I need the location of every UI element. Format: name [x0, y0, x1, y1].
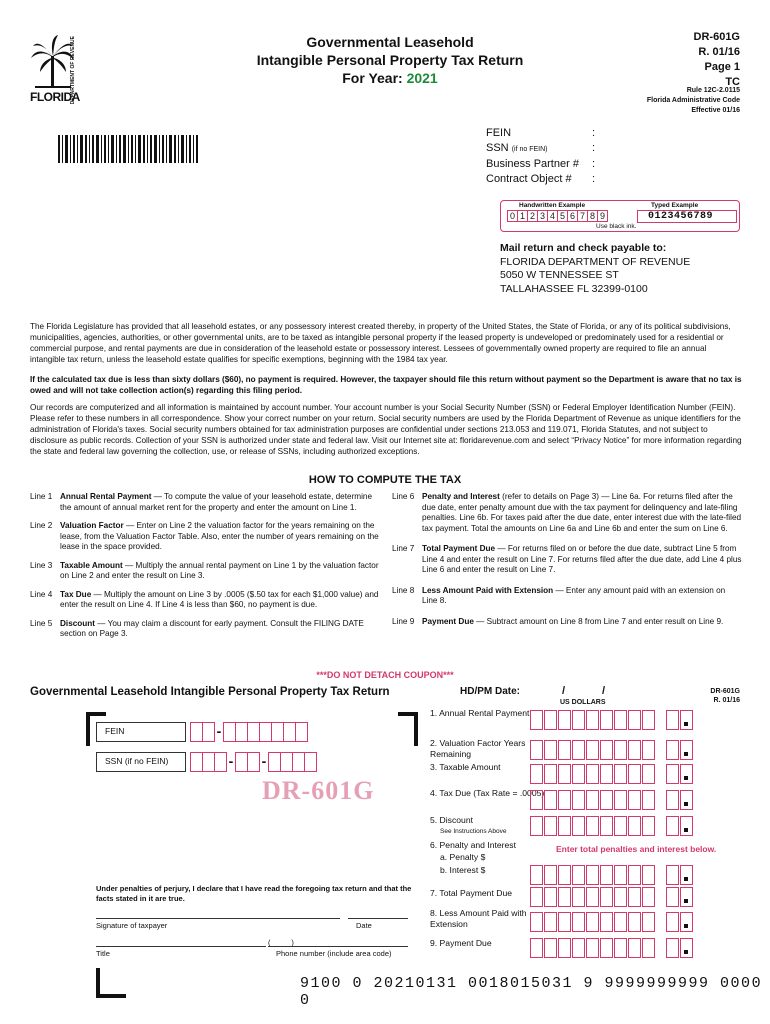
amount-digit-box[interactable]: [544, 764, 557, 784]
title-line[interactable]: Title: [96, 946, 266, 958]
amount-digit-box[interactable]: [558, 740, 571, 760]
registration-mark-bottom-left: [96, 968, 126, 998]
amount-digit-box[interactable]: [614, 912, 627, 932]
intro-paragraph-3: Our records are computerized and all information is maintained by account number. Your account number is your Social Security Number (SSN) or Federal Employer Identification Number (FEIN). Please refer to these numbers in all correspondence. Show your correct number on your return. Social security numbers are used by the Florida Department of Revenue as unique identifiers for the administration of Florida's taxes. Social security numbers obtained for tax administration purposes are confidential under sections 213.053 and 119.071, Florida Statutes, and not subject to disclosure as public records. Collection of your SSN is authorized under state and federal law. Visit our Internet site at: floridarevenue.com and select “Privacy Notice” for more information regarding the state and federal law governing the collection, use, or release of SSNs, including authorized exceptions.: [30, 403, 742, 456]
amount-digit-box[interactable]: [586, 740, 599, 760]
howto-line-8: Line 8 Less Amount Paid with Extension — Enter any amount paid with an extension on Line 8.: [392, 585, 726, 605]
hdpm-date: HD/PM Date:: [460, 686, 521, 697]
howto-line-1: Line 1 Annual Rental Payment — To compute the value of your leasehold estate, determine the amount of annual market rent for the property and enter the amount on Line 1.: [30, 492, 373, 512]
decimal-point: [684, 752, 688, 756]
coupon-form-number: DR-601G R. 01/16: [710, 688, 740, 704]
typed-digits: 0123456789: [637, 210, 737, 223]
amount-digit-box[interactable]: [614, 816, 627, 836]
registration-mark-top-right: [398, 712, 418, 746]
fein-field[interactable]: FEIN :: [486, 127, 596, 139]
amount-digit-box[interactable]: [586, 710, 599, 730]
howto-heading: HOW TO COMPUTE THE TAX: [308, 474, 462, 486]
decimal-point: [684, 802, 688, 806]
amount-digit-box[interactable]: [628, 764, 641, 784]
amount-digit-box[interactable]: [614, 938, 627, 958]
business-partner-field[interactable]: Business Partner # :: [486, 158, 596, 170]
form-number-block: DR-601G R. 01/16 Page 1 TC: [693, 31, 740, 88]
amount-digit-box[interactable]: [666, 887, 679, 907]
amount-digit-box[interactable]: [558, 710, 571, 730]
amount-digit-box[interactable]: [544, 710, 557, 730]
phone-area-code: (_____): [268, 938, 294, 947]
us-dollars-label: US DOLLARS: [560, 699, 606, 706]
tax-year: 2021: [406, 70, 438, 86]
amount-digit-box[interactable]: [628, 938, 641, 958]
fein-label-box: FEIN: [96, 722, 186, 742]
ssn-label-box: SSN (if no FEIN): [96, 752, 186, 772]
form-watermark: DR-601G: [262, 776, 375, 805]
amount-digit-box[interactable]: [558, 865, 571, 885]
amount-digit-box[interactable]: [586, 865, 599, 885]
amount-digit-box[interactable]: [530, 912, 543, 932]
amount-digit-box[interactable]: [628, 710, 641, 730]
amount-digit-box[interactable]: [572, 887, 585, 907]
amount-digit-box[interactable]: [680, 938, 693, 958]
amount-digit-box[interactable]: [572, 790, 585, 810]
howto-line-3: Line 3 Taxable Amount — Multiply the annual rental payment on Line 1 by the valuation factor on Line 2 and enter the result on Line 3.: [30, 560, 379, 580]
howto-left-column: [30, 492, 385, 648]
amount-digit-box[interactable]: [558, 790, 571, 810]
amount-digit-box[interactable]: [628, 912, 641, 932]
howto-line-4: Line 4 Tax Due — Multiply the amount on Line 3 by .0005 ($.50 tax for each $1,000 value) and enter the result on Line 4. If Line 4 is less than $60, no payment is due.: [30, 589, 379, 609]
howto-line-2: Line 2 Valuation Factor — Enter on Line 2 the valuation factor for the years remaining on the lease, from the Valuation Factor Table. Also, enter the number of years remaining on the lease in the space provided.: [30, 521, 379, 551]
amount-digit-box[interactable]: [666, 865, 679, 885]
signature-line[interactable]: Signature of taxpayer: [96, 918, 340, 930]
amount-digit-box[interactable]: [572, 912, 585, 932]
amount-digit-box[interactable]: [600, 764, 613, 784]
amount-digit-box[interactable]: [628, 816, 641, 836]
decimal-point: [684, 877, 688, 881]
decimal-point: [684, 924, 688, 928]
amount-digit-box[interactable]: [666, 938, 679, 958]
amount-digit-box[interactable]: [600, 865, 613, 885]
amount-digit-box[interactable]: [614, 865, 627, 885]
amount-digit-box[interactable]: [530, 790, 543, 810]
amount-digit-box[interactable]: [614, 740, 627, 760]
date-slash-1: /: [562, 685, 566, 697]
amount-digit-box[interactable]: [680, 764, 693, 784]
amount-digit-box[interactable]: [544, 790, 557, 810]
amount-digit-box[interactable]: [666, 912, 679, 932]
amount-digit-box[interactable]: [614, 764, 627, 784]
amount-digit-box[interactable]: [530, 764, 543, 784]
enter-total-note: Enter total penalties and interest below.: [556, 844, 717, 854]
date-line[interactable]: Date: [348, 918, 408, 930]
amount-digit-box[interactable]: [680, 790, 693, 810]
amount-digit-box[interactable]: [642, 740, 655, 760]
amount-digit-box[interactable]: [586, 912, 599, 932]
amount-digit-box[interactable]: [642, 816, 655, 836]
amount-digit-box[interactable]: [558, 912, 571, 932]
coupon-title: Governmental Leasehold Intangible Personal Property Tax Return: [30, 686, 390, 698]
amount-digit-box[interactable]: [558, 887, 571, 907]
amount-digit-box[interactable]: [544, 938, 557, 958]
amount-digit-box[interactable]: [600, 710, 613, 730]
amount-digit-box[interactable]: [642, 764, 655, 784]
amount-digit-box[interactable]: [600, 887, 613, 907]
amount-digit-box[interactable]: [572, 865, 585, 885]
amount-digit-box[interactable]: [666, 816, 679, 836]
amount-digit-box[interactable]: [600, 938, 613, 958]
amount-digit-box[interactable]: [614, 887, 627, 907]
howto-line-9: Line 9 Payment Due — Subtract amount on Line 8 from Line 7 and enter result on Line 9.: [392, 616, 724, 626]
howto-line-6: Line 6 Penalty and Interest (refer to details on Page 3) — Line 6a. For returns filed after the due date, enter penalty amount due with the tax payment for delinquency and late-filing penalties. Line 6b. For taxes paid after the due date, enter interest due with the late-filed tax payment. Total the amounts on Line 6a and Line 6b and enter the sum on Line 6.: [392, 492, 742, 533]
phone-line[interactable]: Phone number (include area code): [268, 946, 408, 958]
handwritten-digits: 0 1 2 3 4 5 6 7 8 9: [507, 210, 607, 222]
amount-digit-box[interactable]: [586, 816, 599, 836]
amount-digit-box[interactable]: [530, 816, 543, 836]
intro-paragraph-1: The Florida Legislature has provided that all leasehold estates, or any possessory interest created thereby, in property of the United States, the State of Florida, or any of its political subdivisions, municipalities, agencies, authorities, or other governmental units, are to be taxed as intangible personal property if the leased property is undeveloped or predominately used for a residential or commercial purpose, and rental payments are due in consideration of the leasehold estate or possessory interest. Lessees of governmentally owned property are required to file an annual intangible tax return, unless the leasehold estate qualifies for specific exemptions, beginning with the 1984 tax year.: [30, 322, 731, 364]
amount-digit-box[interactable]: [530, 710, 543, 730]
amount-digit-box[interactable]: [680, 865, 693, 885]
howto-line-7: Line 7 Total Payment Due — For returns filed on or before the due date, subtract Line 5 from Line 4 and enter the result on Line 7. For returns filed after the due date, add Line 4 plus Line 6 and enter the result on Line 7.: [392, 544, 742, 574]
amount-digit-box[interactable]: [530, 865, 543, 885]
amount-digit-box[interactable]: [680, 912, 693, 932]
amount-digit-box[interactable]: [600, 912, 613, 932]
amount-digit-box[interactable]: [680, 887, 693, 907]
scan-line: 9100 0 20210131 0018015031 9 9999999999 0000 0: [300, 975, 763, 1009]
form-title: Governmental Leasehold Intangible Personal Property Tax Return For Year: 2021: [256, 34, 524, 86]
amount-digit-box[interactable]: [558, 816, 571, 836]
amount-digit-box[interactable]: [614, 790, 627, 810]
amount-digit-box[interactable]: [572, 764, 585, 784]
amount-digit-box[interactable]: [572, 938, 585, 958]
amount-digit-box[interactable]: [572, 710, 585, 730]
rule-citation: Rule 12C-2.0115 Florida Administrative Code Effective 01/16: [646, 87, 740, 114]
amount-digit-box[interactable]: [586, 938, 599, 958]
fein-input-boxes[interactable]: -: [190, 722, 307, 742]
amount-digit-box[interactable]: [558, 938, 571, 958]
amount-digit-box[interactable]: [530, 938, 543, 958]
amount-digit-box[interactable]: [666, 740, 679, 760]
decimal-point: [684, 722, 688, 726]
amount-digit-box[interactable]: [614, 710, 627, 730]
amount-digit-box[interactable]: [586, 790, 599, 810]
amount-digit-box[interactable]: [628, 790, 641, 810]
amount-digit-box[interactable]: [642, 710, 655, 730]
ink-example-box: Handwritten Example Typed Example 0 1 2 3 4 5 6 7 8 9 0123456789 Use black ink.: [500, 200, 740, 232]
amount-digit-box[interactable]: [586, 887, 599, 907]
amount-digit-box[interactable]: [642, 865, 655, 885]
amount-digit-box[interactable]: [600, 816, 613, 836]
seal-side-label: DEPARTMENT OF REVENUE: [70, 36, 76, 105]
mailing-address: Mail return and check payable to: FLORIDA DEPARTMENT OF REVENUE 5050 W TENNESSEE ST TALLAHASSEE FL 32399-0100: [500, 242, 691, 295]
amount-digit-box[interactable]: [530, 740, 543, 760]
howto-line-5: Line 5 Discount — You may claim a discount for early payment. Consult the FILING DATE section on Page 3.: [30, 618, 364, 638]
amount-digit-box[interactable]: [558, 764, 571, 784]
amount-digit-box[interactable]: [642, 887, 655, 907]
amount-digit-box[interactable]: [572, 816, 585, 836]
decimal-point: [684, 776, 688, 780]
amount-digit-box[interactable]: [642, 912, 655, 932]
amount-digit-box[interactable]: [628, 887, 641, 907]
amount-digit-box[interactable]: [628, 865, 641, 885]
amount-digit-box[interactable]: [600, 790, 613, 810]
decimal-point: [684, 899, 688, 903]
barcode: [58, 135, 198, 163]
amount-digit-box[interactable]: [642, 790, 655, 810]
intro-paragraph-2: If the calculated tax due is less than sixty dollars ($60), no payment is required. However, the taxpayer should file this return without payment so the Department is aware that no tax is owed and will not take collection action(s) regarding this filing period.: [30, 375, 742, 395]
decimal-point: [684, 950, 688, 954]
amount-digit-box[interactable]: [666, 764, 679, 784]
contract-object-field[interactable]: Contract Object # :: [486, 172, 596, 185]
amount-digit-box[interactable]: [544, 912, 557, 932]
amount-digit-box[interactable]: [680, 816, 693, 836]
ssn-field[interactable]: SSN (if no FEIN) :: [486, 141, 596, 154]
howto-right-column: [392, 492, 742, 635]
seal-label: FLORIDA: [30, 90, 80, 104]
amount-digit-box[interactable]: [572, 740, 585, 760]
amount-digit-box[interactable]: [530, 887, 543, 907]
date-slash-2: /: [602, 685, 606, 697]
amount-digit-box[interactable]: [628, 740, 641, 760]
amount-digit-box[interactable]: [680, 710, 693, 730]
amount-digit-box[interactable]: [642, 938, 655, 958]
amount-digit-box[interactable]: [544, 816, 557, 836]
amount-digit-box[interactable]: [666, 790, 679, 810]
amount-digit-box[interactable]: [544, 887, 557, 907]
amount-digit-box[interactable]: [544, 865, 557, 885]
decimal-point: [684, 828, 688, 832]
amount-digit-box[interactable]: [666, 710, 679, 730]
detach-warning: ***DO NOT DETACH COUPON***: [316, 670, 454, 680]
id-fields: [486, 126, 606, 186]
amount-digit-box[interactable]: [544, 740, 557, 760]
perjury-statement: Under penalties of perjury, I declare that I have read the foregoing tax return and that the facts stated in it are true.: [96, 884, 412, 903]
amount-digit-box[interactable]: [586, 764, 599, 784]
amount-digit-box[interactable]: [600, 740, 613, 760]
ssn-input-boxes[interactable]: - -: [190, 752, 316, 772]
amount-digit-box[interactable]: [680, 740, 693, 760]
